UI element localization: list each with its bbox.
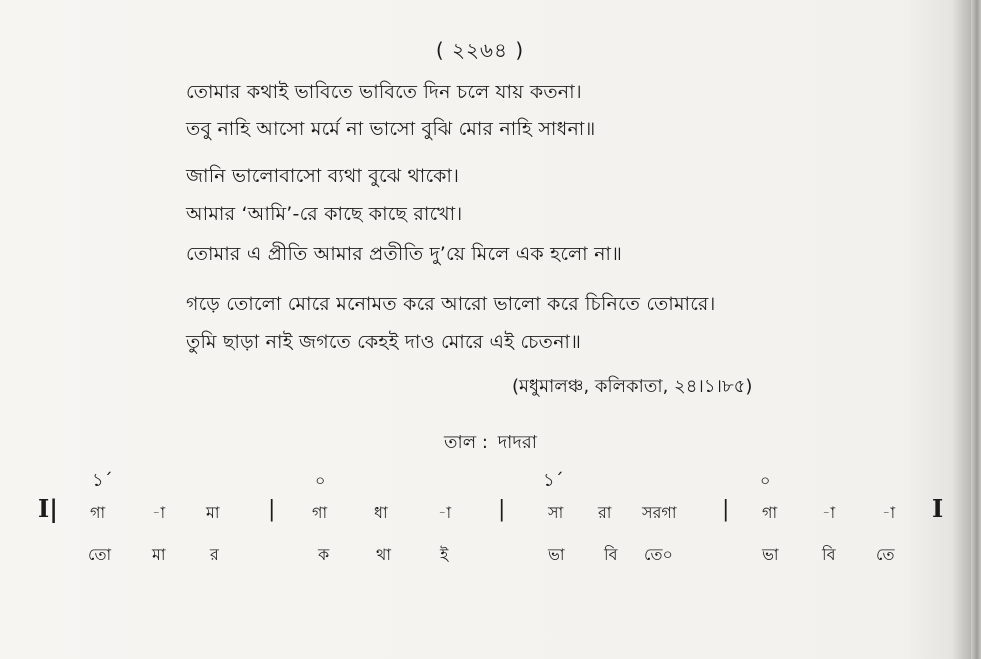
swara-note: রা xyxy=(598,503,612,522)
swara-note: সা xyxy=(548,503,564,522)
lyric-line-2: তবু নাহি আসো মর্মে না ভাসো বুঝি মোর নাহি সাধনা॥ xyxy=(186,118,596,140)
swara-note: গা xyxy=(762,503,778,522)
lyric-line-5: তোমার এ প্রীতি আমার প্রতীতি দু’য়ে মিলে এক হলো না॥ xyxy=(186,243,623,265)
swara-note: -া xyxy=(438,503,452,522)
beat-mark: ১´ xyxy=(543,470,564,491)
lyric-line-3: জানি ভালোবাসো ব্যথা বুঝে থাকো। xyxy=(186,165,460,187)
swara-note: সরগা xyxy=(642,503,677,522)
bar-line: | xyxy=(722,497,730,522)
lyric-syllable: তো xyxy=(88,545,112,564)
lyric-syllable: ক xyxy=(318,545,330,564)
swara-note: গা xyxy=(90,503,106,522)
swara-note: ধা xyxy=(374,503,388,522)
beat-mark: ০ xyxy=(760,471,771,490)
lyric-line-6: গড়ে তোলো মোরে মনোমত করে আরো ভালো করে চিনিতে তোমারে। xyxy=(186,293,716,315)
swara-note: গা xyxy=(312,503,328,522)
tala-name: দাদরা xyxy=(497,432,537,453)
end-bar: I xyxy=(932,494,944,523)
lyric-syllable: ই xyxy=(440,545,449,564)
lyric-syllable: র xyxy=(210,545,219,564)
bar-line: | xyxy=(498,497,506,522)
lyric-line-4: আমার ‘আমি’-রে কাছে কাছে রাখো। xyxy=(186,203,463,225)
lyric-syllable: মা xyxy=(152,545,166,564)
lyric-syllable: ভা xyxy=(548,545,565,564)
beat-mark: ১´ xyxy=(92,470,113,491)
page-edge-shadow xyxy=(971,0,981,659)
lyric-line-7: তুমি ছাড়া নাই জগতে কেহই দাও মোরে এই চেতনা॥ xyxy=(186,331,582,353)
start-bar: I| xyxy=(38,494,58,523)
lyric-syllable: বি xyxy=(604,545,618,564)
source-citation: (মধুমালঞ্চ, কলিকাতা, ২৪।১।৮৫) xyxy=(512,376,753,397)
swara-note: মা xyxy=(206,503,220,522)
lyric-syllable: তে xyxy=(876,545,895,564)
song-number: ( ২২৬৪ ) xyxy=(435,38,525,62)
lyric-line-1: তোমার কথাই ভাবিতে ভাবিতে দিন চলে যায় কতনা। xyxy=(186,81,582,103)
lyric-syllable: থা xyxy=(376,545,392,564)
swara-note: -া xyxy=(822,503,836,522)
lyric-syllable: তে০ xyxy=(644,545,673,564)
bar-line: | xyxy=(268,497,276,522)
tala-heading xyxy=(0,428,981,459)
swara-note: -া xyxy=(152,503,166,522)
swara-note: -া xyxy=(882,503,896,522)
lyric-syllable: ভা xyxy=(762,545,779,564)
tala-label: তাল : xyxy=(444,432,488,453)
lyric-syllable: বি xyxy=(822,545,836,564)
beat-mark: ০ xyxy=(315,471,326,490)
